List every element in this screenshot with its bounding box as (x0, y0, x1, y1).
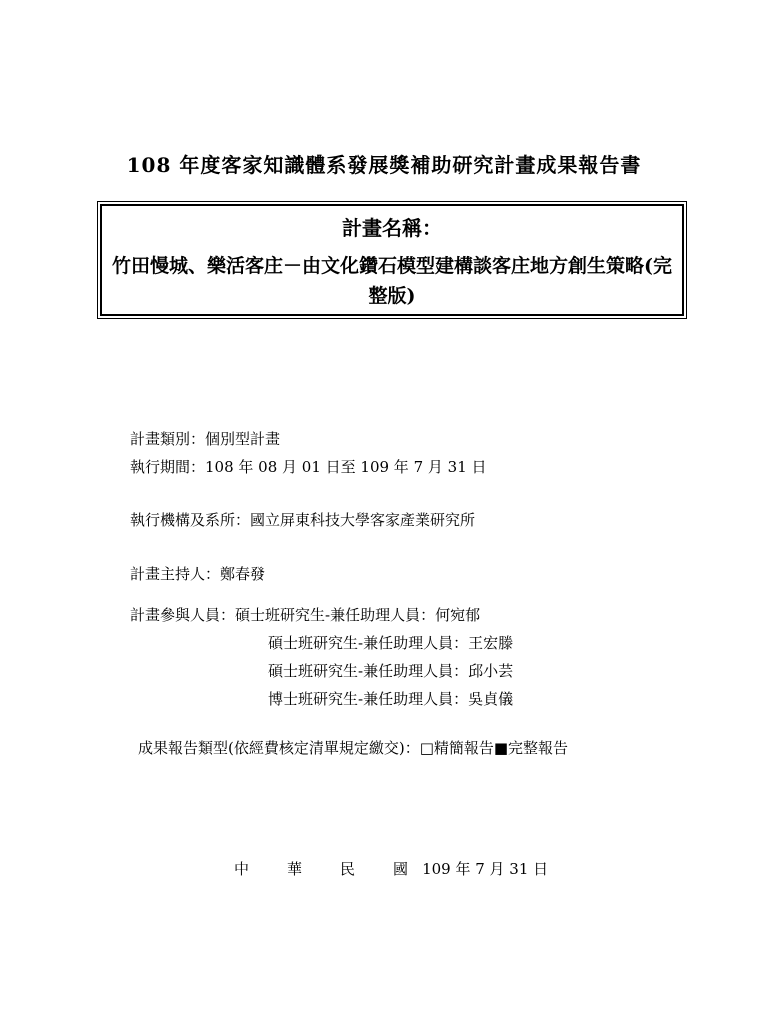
date-char: 民 (340, 860, 356, 878)
report-date (234, 858, 548, 879)
participants-lead: 計畫參與人員：碩士班研究生-兼任助理人員：何宛郁 (130, 606, 481, 624)
execution-period: 執行期間：108 年 08 月 01 日至 109 年 7 月 31 日 (130, 458, 487, 476)
date-char: 中 (234, 860, 250, 878)
participant-item: 博士班研究生-兼任助理人員：吳貞儀 (268, 690, 514, 708)
plan-type: 計畫類別：個別型計畫 (130, 430, 281, 448)
report-type: 成果報告類型(依經費核定清單規定繳交)：□精簡報告■完整報告 (138, 739, 569, 757)
date-char: 華 (287, 860, 303, 878)
participant-item: 碩士班研究生-兼任助理人員：王宏滕 (268, 634, 514, 652)
principal-investigator: 計畫主持人：鄭春發 (130, 565, 266, 583)
project-name-label: 計畫名稱： (342, 216, 442, 240)
project-title-box (100, 204, 684, 316)
executing-institution: 執行機構及系所：國立屏東科技大學客家產業研究所 (130, 511, 476, 529)
date-char: 國 (393, 860, 409, 878)
participant-item: 碩士班研究生-兼任助理人員：邱小芸 (268, 662, 514, 680)
project-name: 竹田慢城、樂活客庄－由文化鑽石模型建構談客庄地方創生策略(完整版) (112, 255, 672, 307)
report-main-title: 108 年度客家知識體系發展獎補助研究計畫成果報告書 (126, 153, 642, 177)
date-value: 109 年 7 月 31 日 (422, 860, 549, 878)
